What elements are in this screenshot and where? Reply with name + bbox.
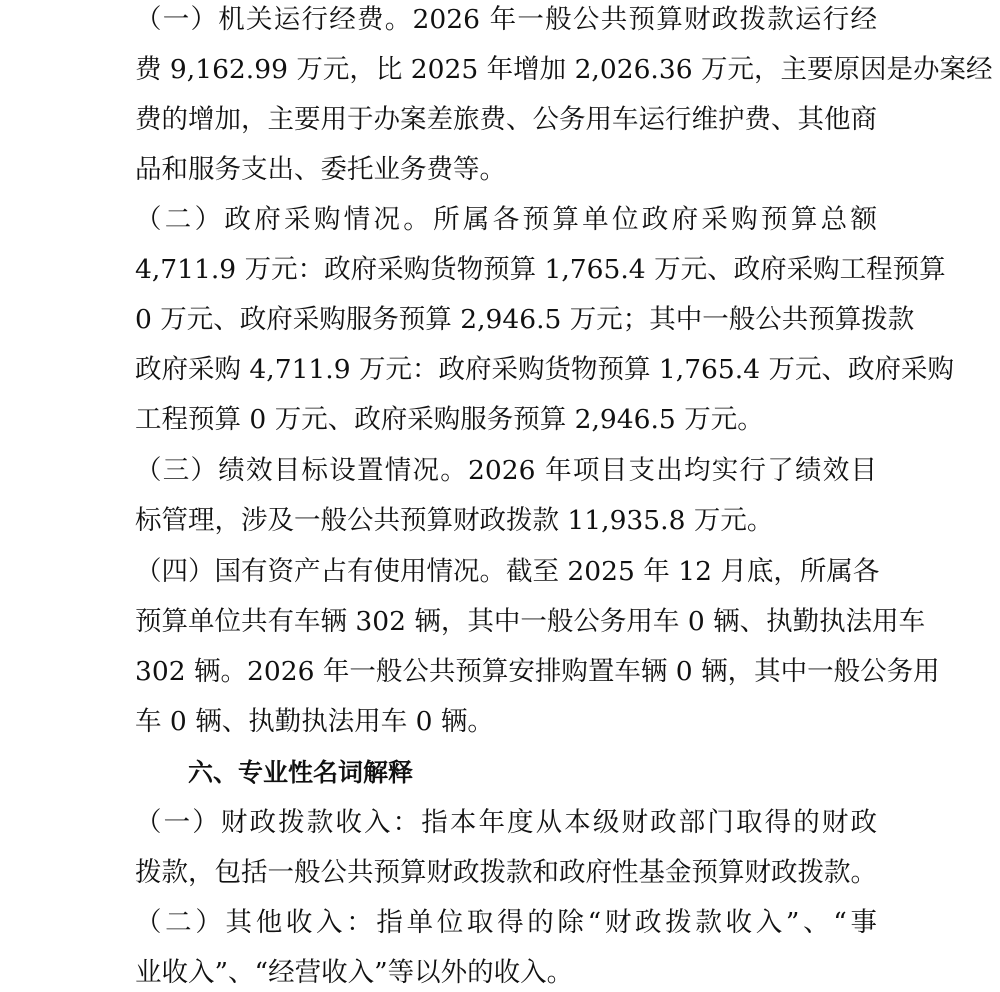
paragraph-line: （一）财政拨款收入：指本年度从本级财政部门取得的财政 (135, 807, 877, 838)
paragraph-line: 费 9,162.99 万元，比 2025 年增加 2,026.36 万元，主要原因是办案经 (135, 54, 993, 85)
paragraph-line: 拨款，包括一般公共预算财政拨款和政府性基金预算财政拨款。 (135, 857, 877, 888)
section-heading: 六、专业性名词解释 (188, 758, 414, 787)
paragraph-line: （二）政府采购情况。所属各预算单位政府采购预算总额 (135, 204, 877, 235)
paragraph-line: 4,711.9 万元：政府采购货物预算 1,765.4 万元、政府采购工程预算 (135, 254, 946, 285)
paragraph-line: （二）其他收入：指单位取得的除“财政拨款收入”、“事 (135, 907, 877, 938)
paragraph-line: 302 辆。2026 年一般公共预算安排购置车辆 0 辆，其中一般公务用 (135, 656, 940, 687)
paragraph-line: 费的增加，主要用于办案差旅费、公务用车运行维护费、其他商 (135, 104, 877, 135)
paragraph-line: 0 万元、政府采购服务预算 2,946.5 万元；其中一般公共预算拨款 (135, 304, 915, 335)
paragraph-line: 标管理，涉及一般公共预算财政拨款 11,935.8 万元。 (135, 505, 774, 536)
paragraph-line: （三）绩效目标设置情况。2026 年项目支出均实行了绩效目 (135, 455, 877, 486)
paragraph-line: 车 0 辆、执勤执法用车 0 辆。 (135, 706, 494, 737)
paragraph-line: 政府采购 4,711.9 万元：政府采购货物预算 1,765.4 万元、政府采购 (135, 354, 954, 385)
paragraph-line: （一）机关运行经费。2026 年一般公共预算财政拨款运行经 (135, 4, 877, 35)
paragraph-line: 预算单位共有车辆 302 辆，其中一般公务用车 0 辆、执勤执法用车 (135, 606, 926, 637)
paragraph-line: 品和服务支出、委托业务费等。 (135, 154, 506, 185)
paragraph-line: （四）国有资产占有使用情况。截至 2025 年 12 月底，所属各 (135, 556, 880, 587)
paragraph-line: 工程预算 0 万元、政府采购服务预算 2,946.5 万元。 (135, 404, 764, 435)
paragraph-line: 业收入”、“经营收入”等以外的收入。 (135, 957, 574, 988)
